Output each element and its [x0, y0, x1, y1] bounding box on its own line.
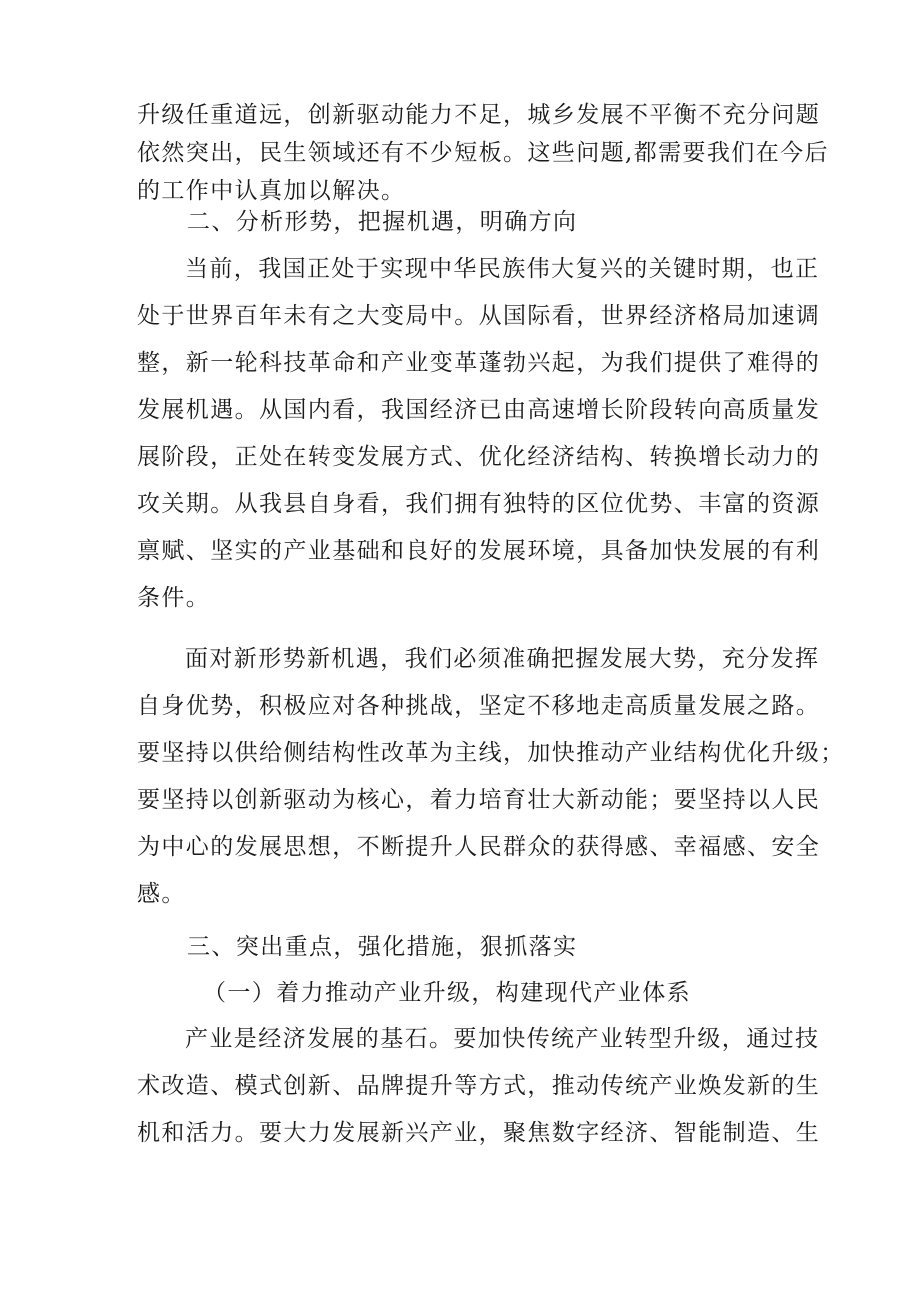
text-line: 攻关期。从我县自身看，我们拥有独特的区位优势、丰富的资源: [137, 491, 821, 517]
heading-line: 三、突出重点，强化措施，狠抓落实: [187, 934, 578, 960]
text-line: 术改造、模式创新、品牌提升等方式，推动传统产业焕发新的生: [137, 1073, 821, 1099]
text-line: 的工作中认真加以解决。: [137, 178, 406, 204]
paragraph-industry: [137, 1016, 821, 1157]
subsection-heading-1: [137, 970, 789, 1017]
text-line: 依然突出，民生领域还有不少短板。这些问题,都需要我们在今后: [137, 140, 829, 166]
text-line: 面对新形势新机遇，我们必须准确把握发展大势，充分发挥: [185, 646, 820, 672]
section-heading-3: [137, 924, 789, 971]
text-line: 处于世界百年未有之大变局中。从国际看，世界经济格局加速调: [137, 303, 821, 329]
text-line: 机和活力。要大力发展新兴产业，聚焦数字经济、智能制造、生: [137, 1120, 821, 1146]
text-line: 为中心的发展思想，不断提升人民群众的获得感、幸福感、安全: [137, 834, 821, 860]
text-line: 产业是经济发展的基石。要加快传统产业转型升级，通过技: [185, 1026, 820, 1052]
text-line: 感。: [137, 881, 186, 907]
text-line: 要坚持以创新驱动为核心，着力培育壮大新动能；要坚持以人民: [137, 787, 821, 813]
text-line: 禀赋、坚实的产业基础和良好的发展环境，具备加快发展的有利: [137, 538, 821, 564]
text-line: 要坚持以供给侧结构性改革为主线，加快推动产业结构优化升级；: [137, 740, 845, 766]
paragraph-situation: [137, 246, 821, 622]
paragraph-opportunity: [137, 636, 845, 918]
text-line: 当前，我国正处于实现中华民族伟大复兴的关键时期，也正: [185, 256, 820, 282]
text-line: 展阶段，正处在转变发展方式、优化经济结构、转换增长动力的: [137, 444, 821, 470]
paragraph-intro-continued: [137, 96, 829, 210]
text-line: 整，新一轮科技革命和产业变革蓬勃兴起，为我们提供了难得的: [137, 350, 821, 376]
text-line: 自身优势，积极应对各种挑战，坚定不移地走高质量发展之路。: [137, 693, 821, 719]
heading-line: 二、分析形势，把握机遇，明确方向: [187, 209, 578, 235]
section-heading-2: [137, 199, 789, 246]
text-line: 升级任重道远，创新驱动能力不足，城乡发展不平衡不充分问题: [137, 102, 821, 128]
heading-line: （一）着力推动产业升级，构建现代产业体系: [203, 980, 691, 1006]
text-line: 条件。: [137, 585, 211, 611]
text-line: 发展机遇。从国内看，我国经济已由高速增长阶段转向高质量发: [137, 397, 821, 423]
